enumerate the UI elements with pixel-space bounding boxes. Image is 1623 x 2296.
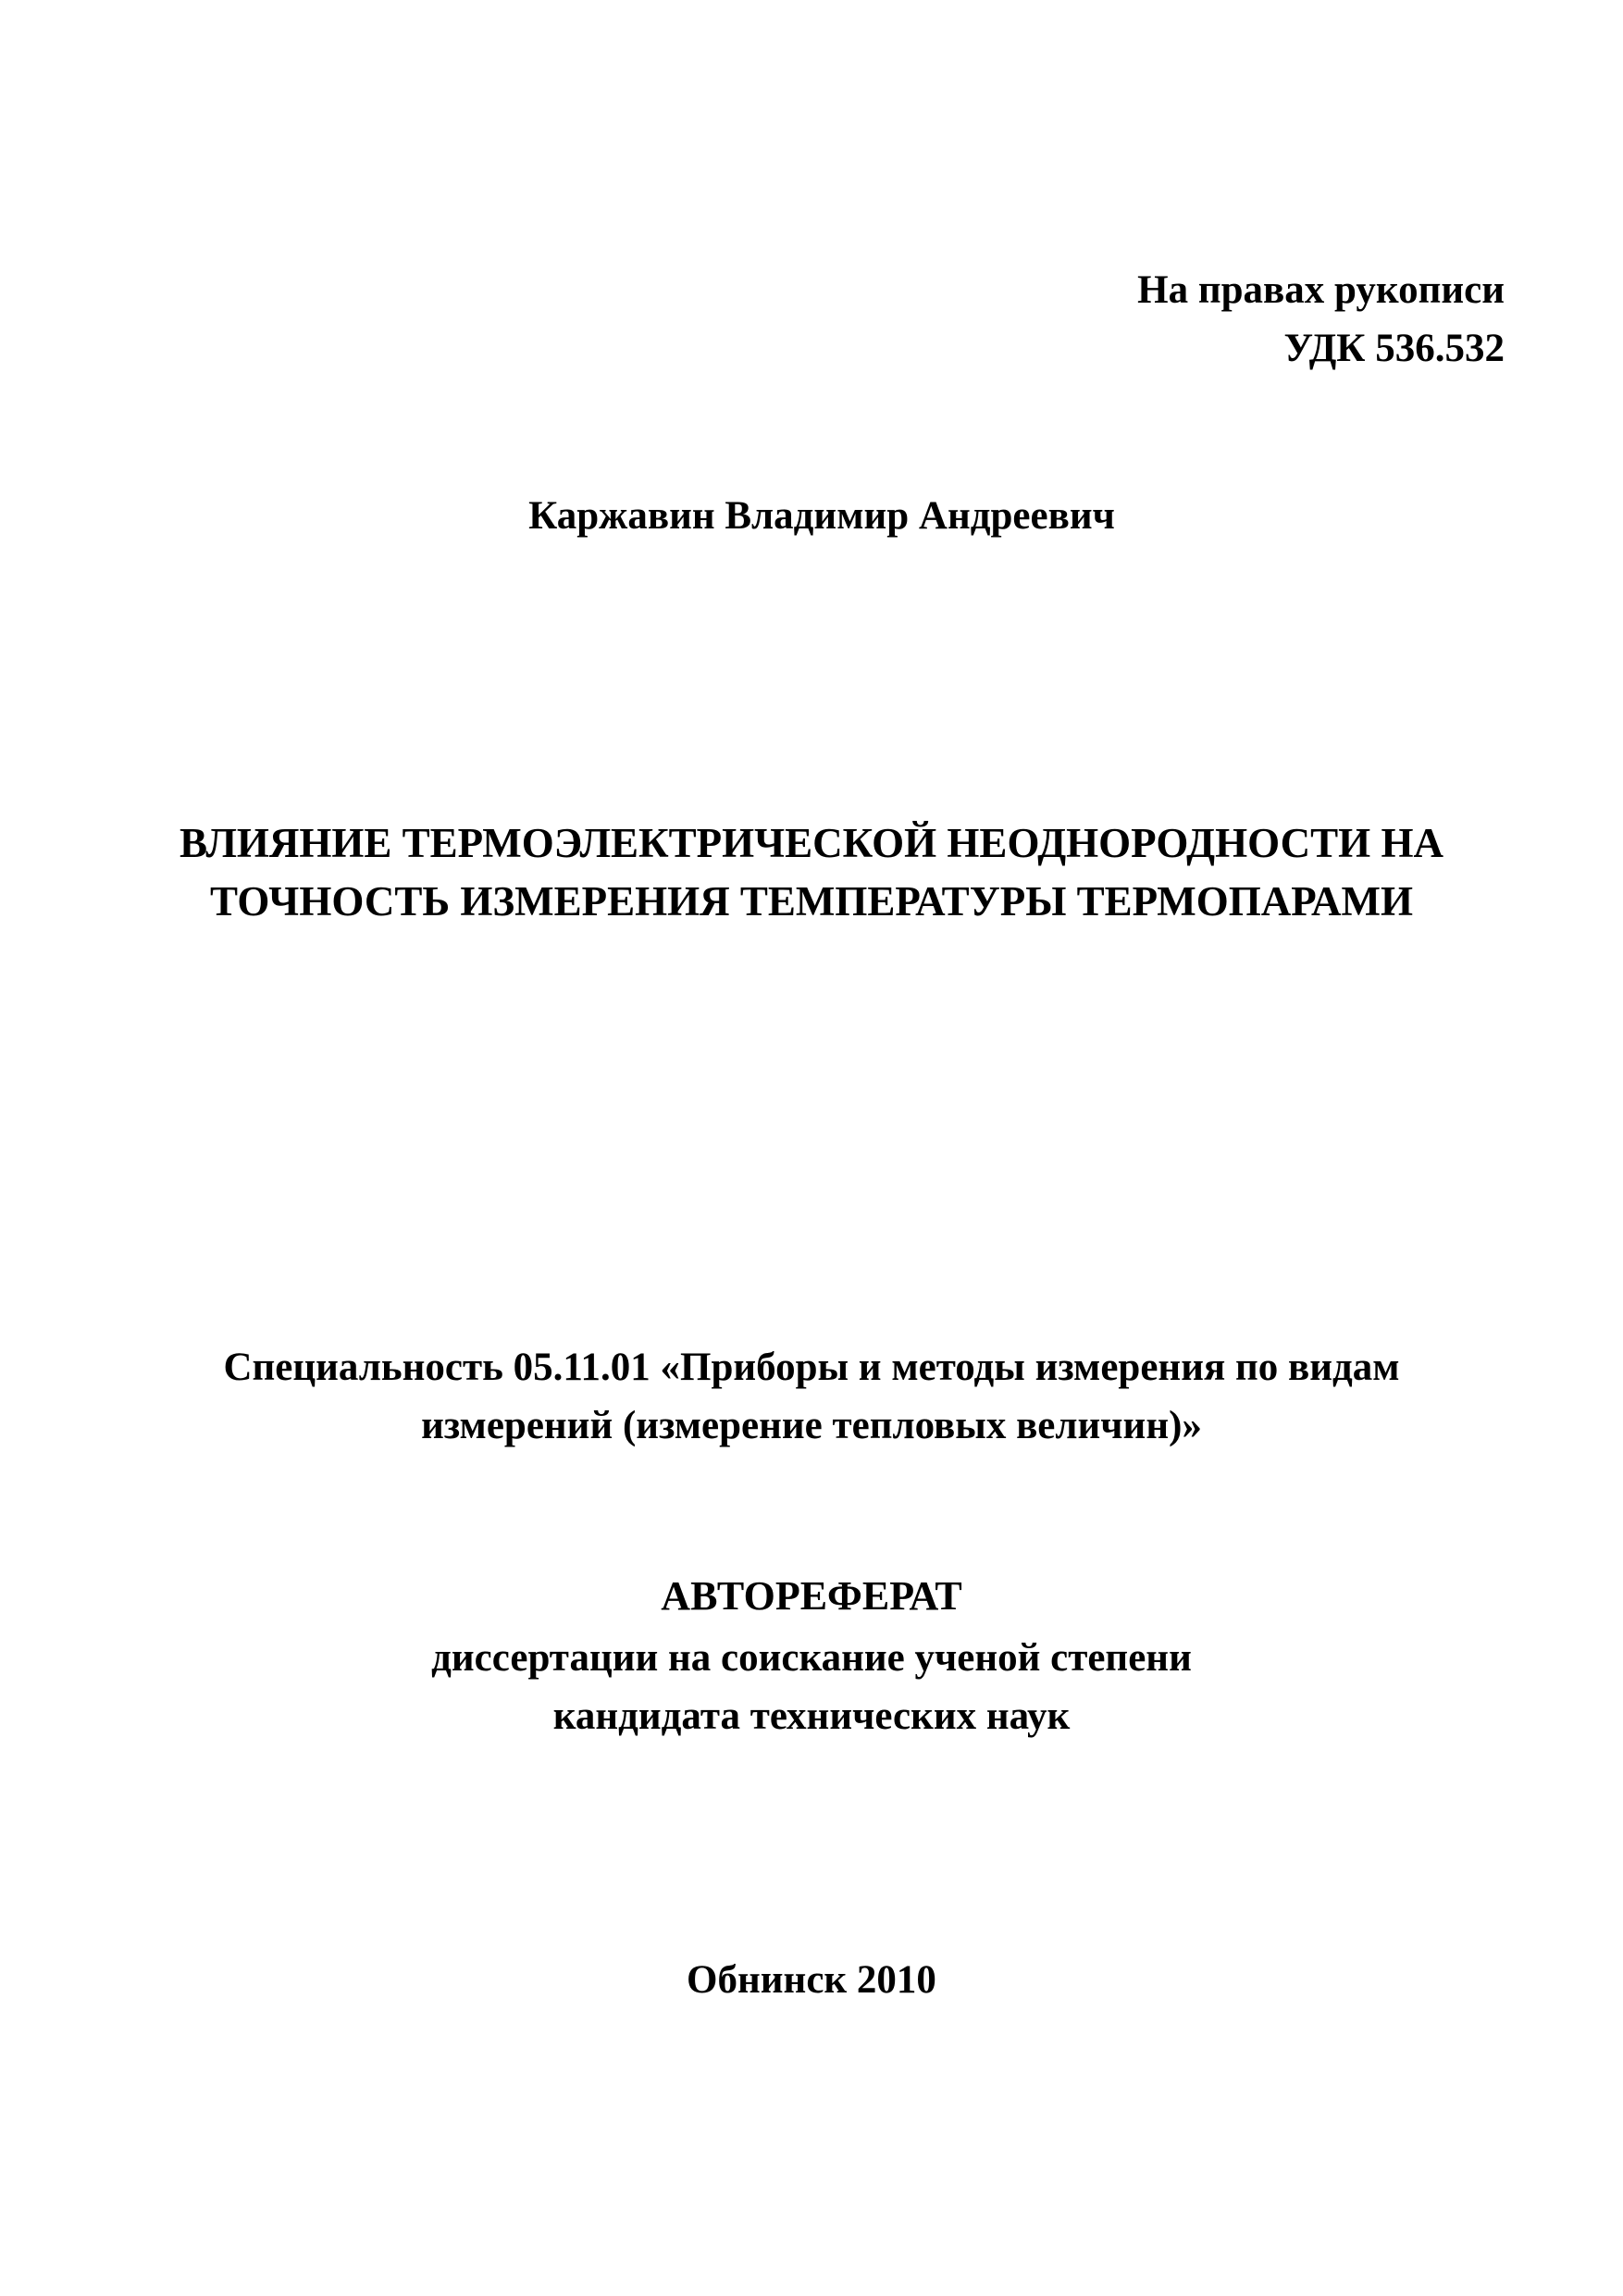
specialty-line-1: Специальность 05.11.01 «Приборы и методы измерения по видам (223, 1346, 1400, 1389)
document-title (0, 814, 1623, 931)
udc-code: УДК 536.532 (1283, 327, 1505, 370)
header-block (1137, 261, 1505, 378)
specialty-line-2: измерений (измерение тепловых величин)» (421, 1404, 1202, 1447)
rights-notice: На правах рукописи (1137, 268, 1505, 312)
city-year: Обнинск 2010 (687, 1958, 936, 2002)
title-line-1: ВЛИЯНИЕ ТЕРМОЭЛЕКТРИЧЕСКОЙ НЕОДНОРОДНОСТИ НА (180, 820, 1443, 866)
title-line-2: ТОЧНОСТЬ ИЗМЕРЕНИЯ ТЕМПЕРАТУРЫ ТЕРМОПАРАМИ (210, 878, 1413, 925)
author-name: Каржавин Владимир Андреевич (528, 494, 1115, 538)
abstract-description (0, 1629, 1623, 1745)
abstract-line-1: диссертации на соискание ученой степени (431, 1636, 1192, 1680)
specialty-block (0, 1338, 1623, 1455)
abstract-line-2: кандидата технических наук (552, 1694, 1071, 1738)
abstract-label: АВТОРЕФЕРАТ (661, 1573, 962, 1619)
